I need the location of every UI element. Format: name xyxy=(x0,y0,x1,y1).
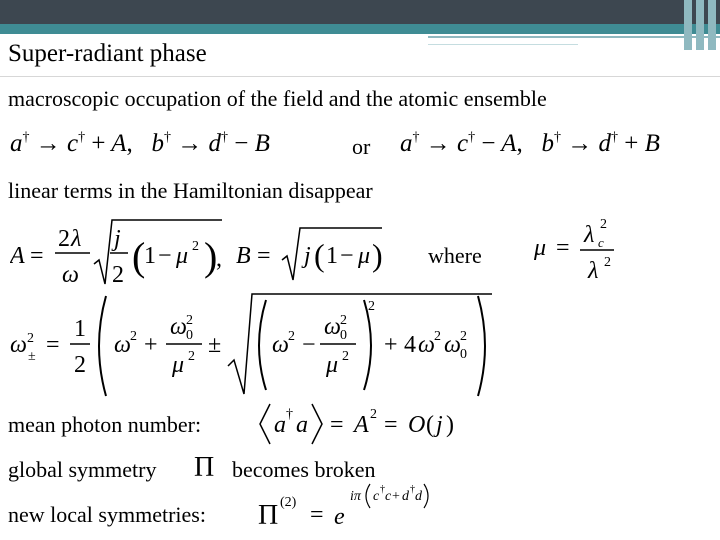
svg-text:c: c xyxy=(373,489,380,504)
svg-text:2: 2 xyxy=(342,349,349,364)
svg-text:0: 0 xyxy=(340,328,347,343)
svg-text:1: 1 xyxy=(326,243,338,269)
becomes-broken-text: becomes broken xyxy=(232,457,376,482)
svg-text:=: = xyxy=(30,243,44,269)
svg-text:μ: μ xyxy=(534,235,547,261)
svg-text:ω: ω xyxy=(114,332,131,358)
header-corner-stripe xyxy=(684,0,692,50)
svg-text:2: 2 xyxy=(112,262,124,288)
header-deco-line xyxy=(428,36,720,38)
svg-text:±: ± xyxy=(28,349,36,364)
svg-text:ω: ω xyxy=(418,332,435,358)
svg-text:B: B xyxy=(236,243,251,269)
svg-text:ω: ω xyxy=(62,262,79,288)
svg-text:μ: μ xyxy=(358,243,371,269)
svg-text:Π: Π xyxy=(258,500,279,531)
svg-text:=: = xyxy=(46,332,60,358)
header-corner-stripe xyxy=(708,0,716,50)
title-divider xyxy=(0,76,720,77)
A-B-formula xyxy=(10,216,390,290)
svg-text:iπ: iπ xyxy=(350,489,361,504)
svg-text:2: 2 xyxy=(604,255,611,270)
svg-text:0: 0 xyxy=(460,347,467,362)
svg-text:=: = xyxy=(257,243,271,269)
svg-text:=: = xyxy=(556,235,570,261)
header-accent-band xyxy=(0,24,720,34)
svg-text:λ: λ xyxy=(71,226,82,252)
svg-text:−: − xyxy=(158,243,172,269)
linear-terms-text: linear terms in the Hamiltonian disappear xyxy=(8,178,373,203)
svg-text:2: 2 xyxy=(340,313,347,328)
svg-text:d: d xyxy=(415,489,422,504)
svg-text:2: 2 xyxy=(130,329,137,344)
svg-text:2: 2 xyxy=(368,299,375,314)
svg-text:=: = xyxy=(330,412,344,438)
svg-text:c: c xyxy=(385,489,392,504)
svg-text:(2): (2) xyxy=(280,495,297,510)
svg-text:2: 2 xyxy=(288,329,295,344)
local-symmetry-formula xyxy=(256,478,446,534)
header-deco-line xyxy=(428,44,578,45)
svg-text:O: O xyxy=(408,412,426,438)
svg-text:(: ( xyxy=(426,412,434,438)
svg-text:): ) xyxy=(204,234,218,279)
parity-operator-symbol: Π xyxy=(194,452,215,483)
slide-title: Super-radiant phase xyxy=(8,40,207,67)
svg-text:†: † xyxy=(410,484,415,495)
shift-equation-1: a† → c† + A, b† → d† − B xyxy=(10,130,270,157)
svg-text:λ: λ xyxy=(584,222,595,248)
omega-formula xyxy=(6,290,492,402)
svg-text:0: 0 xyxy=(186,328,193,343)
svg-text:μ: μ xyxy=(326,352,339,378)
svg-text:(: ( xyxy=(132,234,146,279)
svg-text:−: − xyxy=(302,332,316,358)
svg-text:d: d xyxy=(402,489,409,504)
svg-text:ω: ω xyxy=(324,314,341,340)
svg-text:j: j xyxy=(436,412,443,438)
svg-text:±: ± xyxy=(208,332,222,358)
svg-text:2: 2 xyxy=(74,352,86,378)
svg-text:,: , xyxy=(216,246,222,272)
svg-text:c: c xyxy=(598,235,604,250)
where-text: where xyxy=(428,243,482,268)
svg-text:): ) xyxy=(446,412,454,438)
svg-text:A: A xyxy=(354,412,369,438)
svg-text:a: a xyxy=(296,412,308,438)
header-band xyxy=(0,0,720,24)
svg-text:ω: ω xyxy=(272,332,289,358)
or-text: or xyxy=(352,134,371,159)
svg-text:ω: ω xyxy=(170,314,187,340)
mu-formula xyxy=(532,212,618,286)
svg-text:+: + xyxy=(384,332,398,358)
svg-text:+: + xyxy=(392,489,400,504)
svg-text:†: † xyxy=(380,484,385,495)
svg-text:2: 2 xyxy=(188,349,195,364)
svg-text:1: 1 xyxy=(144,243,156,269)
svg-text:2: 2 xyxy=(600,217,607,232)
svg-text:A: A xyxy=(10,243,25,269)
header-corner-stripe xyxy=(696,0,704,50)
photon-number-label: mean photon number: xyxy=(8,412,202,437)
svg-text:μ: μ xyxy=(176,243,189,269)
svg-text:4: 4 xyxy=(404,332,416,358)
svg-text:−: − xyxy=(340,243,354,269)
svg-text:=: = xyxy=(310,502,324,528)
svg-text:2: 2 xyxy=(186,313,193,328)
svg-text:e: e xyxy=(334,504,345,530)
svg-text:j: j xyxy=(304,243,311,269)
local-symmetries-label: new local symmetries: xyxy=(8,502,206,527)
svg-text:=: = xyxy=(384,412,398,438)
svg-text:2: 2 xyxy=(27,331,34,346)
svg-text:λ: λ xyxy=(588,258,599,284)
occupation-text: macroscopic occupation of the field and the atomic ensemble xyxy=(8,86,547,111)
svg-text:+: + xyxy=(144,332,158,358)
shift-equation-2: a† → c† − A, b† → d† + B xyxy=(400,130,660,157)
svg-text:j: j xyxy=(114,226,121,252)
svg-text:): ) xyxy=(372,237,383,273)
svg-text:μ: μ xyxy=(172,352,185,378)
svg-text:2: 2 xyxy=(370,407,377,422)
svg-text:2: 2 xyxy=(460,329,467,344)
svg-text:2: 2 xyxy=(192,239,199,254)
svg-text:(: ( xyxy=(314,237,325,273)
svg-text:ω: ω xyxy=(10,332,27,358)
svg-text:ω: ω xyxy=(444,332,461,358)
svg-text:1: 1 xyxy=(74,316,86,342)
svg-text:†: † xyxy=(286,407,293,422)
svg-text:2: 2 xyxy=(58,226,70,252)
svg-text:a: a xyxy=(274,412,286,438)
global-symmetry-label: global symmetry xyxy=(8,457,157,482)
photon-number-formula xyxy=(258,400,464,448)
svg-text:2: 2 xyxy=(434,329,441,344)
